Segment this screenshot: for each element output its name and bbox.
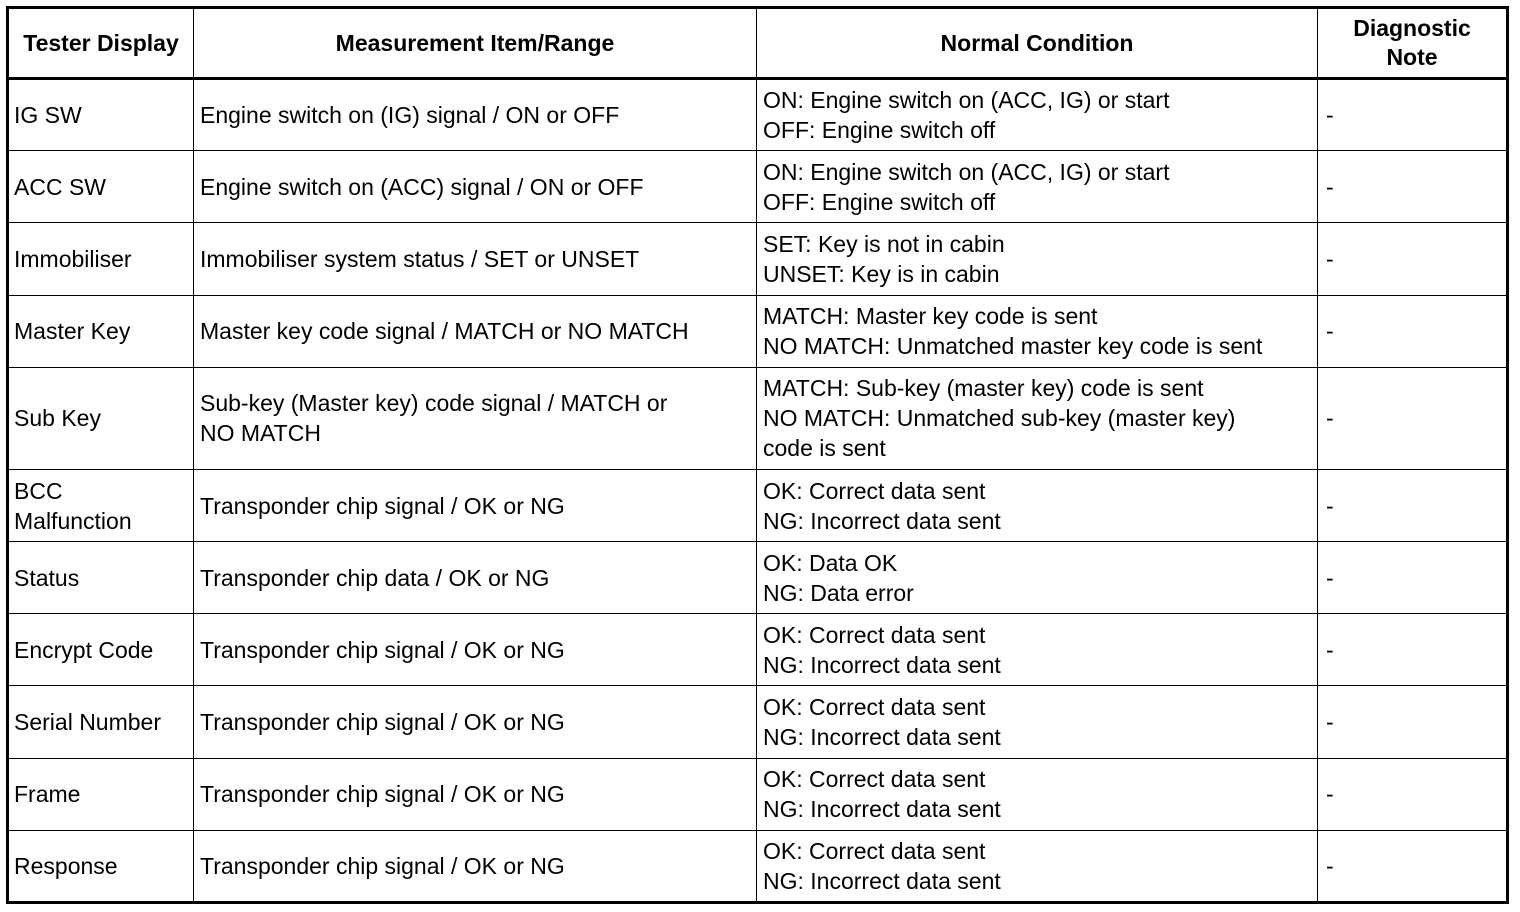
header-normal-condition: Normal Condition xyxy=(757,8,1318,79)
cell-normal-condition xyxy=(757,367,1318,469)
condition-line: code is sent xyxy=(763,435,886,462)
tester-display-line: Malfunction xyxy=(14,507,132,534)
condition-line: ON: Engine switch on (ACC, IG) or start xyxy=(763,158,1170,185)
condition-line: NG: Incorrect data sent xyxy=(763,867,1001,894)
cell-normal-condition xyxy=(757,686,1318,758)
cell-normal-condition xyxy=(757,758,1318,830)
condition-line: NG: Incorrect data sent xyxy=(763,796,1001,823)
condition-line: SET: Key is not in cabin xyxy=(763,230,1005,257)
cell-measurement: Master key code signal / MATCH or NO MATCH xyxy=(194,295,757,367)
cell-tester-display: Encrypt Code xyxy=(8,614,194,686)
cell-diagnostic-note: - xyxy=(1318,686,1508,758)
cell-measurement: Transponder chip signal / OK or NG xyxy=(194,758,757,830)
table-row xyxy=(8,469,1508,541)
cell-tester-display: ACC SW xyxy=(8,151,194,223)
table-row xyxy=(8,295,1508,367)
cell-tester-display xyxy=(8,469,194,541)
cell-measurement: Transponder chip signal / OK or NG xyxy=(194,614,757,686)
condition-line: NO MATCH: Unmatched sub-key (master key) xyxy=(763,405,1236,432)
table-row xyxy=(8,79,1508,151)
cell-tester-display: Serial Number xyxy=(8,686,194,758)
cell-tester-display: Frame xyxy=(8,758,194,830)
table-row xyxy=(8,223,1508,295)
cell-measurement: Transponder chip signal / OK or NG xyxy=(194,469,757,541)
condition-line: NG: Incorrect data sent xyxy=(763,507,1001,534)
cell-diagnostic-note: - xyxy=(1318,79,1508,151)
condition-line: ON: Engine switch on (ACC, IG) or start xyxy=(763,87,1170,114)
cell-normal-condition xyxy=(757,469,1318,541)
header-diagnostic-note-line2: Note xyxy=(1386,44,1438,70)
cell-normal-condition xyxy=(757,79,1318,151)
cell-diagnostic-note: - xyxy=(1318,758,1508,830)
header-tester-display: Tester Display xyxy=(8,8,194,79)
cell-tester-display: Immobiliser xyxy=(8,223,194,295)
condition-line: OK: Correct data sent xyxy=(763,477,986,504)
cell-diagnostic-note: - xyxy=(1318,151,1508,223)
cell-measurement: Transponder chip data / OK or NG xyxy=(194,542,757,614)
condition-line: NG: Data error xyxy=(763,579,914,606)
cell-diagnostic-note: - xyxy=(1318,469,1508,541)
condition-line: MATCH: Sub-key (master key) code is sent xyxy=(763,375,1204,402)
condition-line: OFF: Engine switch off xyxy=(763,188,996,215)
cell-measurement: Transponder chip signal / OK or NG xyxy=(194,830,757,902)
condition-line: NG: Incorrect data sent xyxy=(763,651,1001,678)
cell-tester-display: Master Key xyxy=(8,295,194,367)
cell-diagnostic-note: - xyxy=(1318,223,1508,295)
header-diagnostic-note xyxy=(1318,8,1508,79)
table-header-row xyxy=(8,8,1508,79)
cell-diagnostic-note: - xyxy=(1318,614,1508,686)
condition-line: NO MATCH: Unmatched master key code is sent xyxy=(763,333,1263,360)
cell-tester-display: IG SW xyxy=(8,79,194,151)
cell-diagnostic-note: - xyxy=(1318,542,1508,614)
cell-normal-condition xyxy=(757,830,1318,902)
cell-tester-display: Response xyxy=(8,830,194,902)
condition-line: OK: Correct data sent xyxy=(763,766,986,793)
cell-normal-condition xyxy=(757,614,1318,686)
table-row xyxy=(8,151,1508,223)
condition-line: OK: Correct data sent xyxy=(763,694,986,721)
cell-tester-display: Status xyxy=(8,542,194,614)
condition-line: MATCH: Master key code is sent xyxy=(763,303,1098,330)
measurement-line: NO MATCH xyxy=(200,420,321,447)
cell-diagnostic-note: - xyxy=(1318,830,1508,902)
cell-measurement xyxy=(194,367,757,469)
table-row xyxy=(8,542,1508,614)
table-row xyxy=(8,758,1508,830)
cell-measurement: Transponder chip signal / OK or NG xyxy=(194,686,757,758)
cell-measurement: Engine switch on (IG) signal / ON or OFF xyxy=(194,79,757,151)
condition-line: NG: Incorrect data sent xyxy=(763,724,1001,751)
tester-display-line: BCC xyxy=(14,477,63,504)
cell-normal-condition xyxy=(757,542,1318,614)
cell-normal-condition xyxy=(757,223,1318,295)
measurement-line: Sub-key (Master key) code signal / MATCH or xyxy=(200,390,668,417)
cell-measurement: Immobiliser system status / SET or UNSET xyxy=(194,223,757,295)
cell-diagnostic-note: - xyxy=(1318,295,1508,367)
table-row xyxy=(8,686,1508,758)
cell-tester-display: Sub Key xyxy=(8,367,194,469)
condition-line: OFF: Engine switch off xyxy=(763,117,996,144)
cell-measurement: Engine switch on (ACC) signal / ON or OFF xyxy=(194,151,757,223)
condition-line: OK: Correct data sent xyxy=(763,621,986,648)
condition-line: UNSET: Key is in cabin xyxy=(763,260,1000,287)
table-row xyxy=(8,830,1508,902)
cell-normal-condition xyxy=(757,151,1318,223)
cell-normal-condition xyxy=(757,295,1318,367)
condition-line: OK: Correct data sent xyxy=(763,837,986,864)
header-diagnostic-note-line1: Diagnostic xyxy=(1353,15,1471,41)
table-row xyxy=(8,614,1508,686)
cell-diagnostic-note: - xyxy=(1318,367,1508,469)
table-row xyxy=(8,367,1508,469)
tester-display-table xyxy=(6,6,1509,904)
condition-line: OK: Data OK xyxy=(763,549,898,576)
header-measurement: Measurement Item/Range xyxy=(194,8,757,79)
